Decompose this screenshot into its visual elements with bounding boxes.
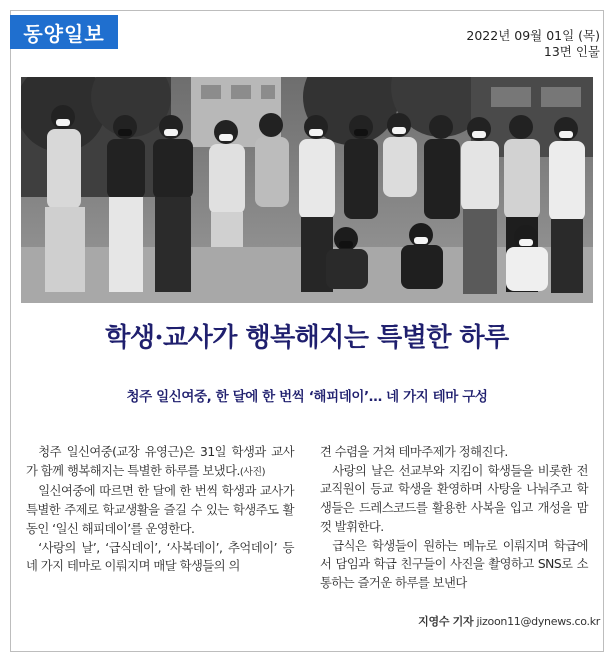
article-column-2 <box>320 443 588 593</box>
logo-text: 동양일보 <box>23 21 105 46</box>
paragraph: 급식은 학생들이 원하는 메뉴로 이뤄지며 학급에서 담임과 학급 친구들이 사진을 촬영하고 SNS로 소통하는 즐거운 하루를 보낸다 <box>320 538 588 590</box>
paragraph: ‘사랑의 날’, ‘급식데이’, ‘사복데이’, 추억데이’ 등 네 가지 테마로 이뤄지며 매달 학생들의 의 <box>26 540 294 574</box>
dateline <box>466 28 600 60</box>
byline <box>418 613 600 629</box>
reporter-name: 지영수 기자 <box>418 615 474 628</box>
article-photo <box>21 77 593 303</box>
article-subhead: 청주 일신여중, 한 달에 한 번씩 ‘해피데이’… 네 가지 테마 구성 <box>126 389 488 405</box>
page-section: 13면 인물 <box>543 44 600 59</box>
group-photo-image <box>21 77 593 303</box>
photo-reference: (사진) <box>239 466 266 478</box>
paragraph-text: 청주 일신여중(교장 유영근)은 31일 학생과 교사가 함께 행복해지는 특별한 하루를 보냈다. <box>26 445 294 478</box>
paragraph: 일신여중에 따르면 한 달에 한 번씩 학생과 교사가 특별한 주제로 학교생활을 즐길 수 있는 학생주도 활동인 ‘일신 해피데이’를 운영한다. <box>26 484 294 536</box>
paragraph <box>26 443 294 482</box>
article-column-1 <box>26 443 294 576</box>
issue-date: 2022년 09월 01일 (목) <box>466 28 600 43</box>
paragraph: 사랑의 날은 선교부와 지킴이 학생들을 비롯한 전교직원이 등교 학생을 환영하며 사탕을 나눠주고 학생들은 드레스코드를 활용한 사복을 입고 개성을 맘껏 발휘한다. <box>320 463 588 534</box>
reporter-email[interactable]: jizoon11@dynews.co.kr <box>476 615 600 628</box>
newspaper-logo <box>10 15 118 49</box>
article-headline: 학생·교사가 행복해지는 특별한 하루 <box>105 323 509 353</box>
paragraph: 견 수렴을 거쳐 테마주제가 정해진다. <box>320 445 508 459</box>
